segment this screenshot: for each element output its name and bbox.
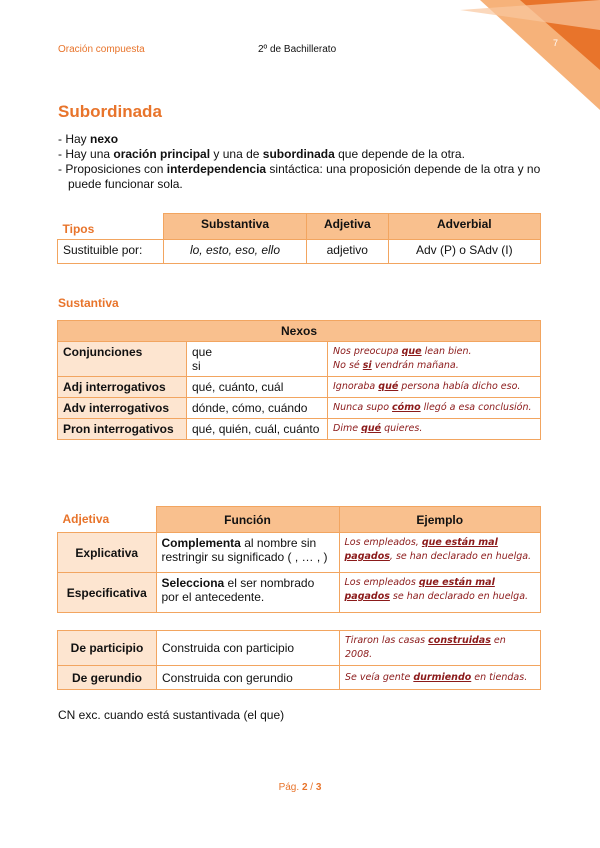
tipos-label: Tipos	[58, 214, 164, 240]
cell-adverbial: Adv (P) o SAdv (I)	[388, 240, 540, 264]
bullet-item: - Hay nexo	[58, 132, 119, 146]
row-adv-interrogativos: Adv interrogativos	[58, 398, 187, 419]
example-cell: Se veía gente durmiendo en tiendas.	[340, 666, 541, 690]
cn-note: CN exc. cuando está sustantivada (el que)	[58, 708, 285, 722]
row-especificativa: Especificativa	[58, 573, 157, 613]
adjetiva-table-2	[57, 630, 541, 690]
col-adverbial: Adverbial	[388, 214, 540, 240]
section-sustantiva: Sustantiva	[58, 296, 119, 310]
funcion-cell: Complementa al nombre sin restringir su significado ( , … , )	[156, 533, 339, 573]
example-cell: Ignoraba qué persona había dicho eso.	[328, 377, 541, 398]
example-cell: Los empleados que están mal pagados se han declarado en huelga.	[339, 573, 541, 613]
row-explicativa: Explicativa	[58, 533, 157, 573]
page-title: Subordinada	[58, 102, 162, 121]
col-substantiva: Substantiva	[164, 214, 307, 240]
row-pron-interrogativos: Pron interrogativos	[58, 419, 187, 440]
example-cell: Tiraron las casas construidas en 2008.	[340, 631, 541, 666]
header-subject: Oración compuesta	[58, 44, 145, 55]
nexos-header: Nexos	[58, 321, 541, 342]
bullet-item: - Proposiciones con interdependencia sintáctica: una proposición depende de la otra y no puede funcionar sola.	[58, 162, 541, 191]
corner-decoration	[460, 0, 600, 110]
header-course: 2º de Bachillerato	[258, 44, 337, 55]
col-funcion: Función	[156, 507, 339, 533]
example-cell: Dime qué quieres.	[328, 419, 541, 440]
col-ejemplo: Ejemplo	[339, 507, 541, 533]
funcion-cell: Construida con gerundio	[157, 666, 340, 690]
tipos-table	[57, 213, 541, 264]
nexos-cell: qué, cuánto, cuál	[187, 377, 328, 398]
example-cell: Nos preocupa que lean bien. No sé si vendrán mañana.	[328, 342, 541, 377]
funcion-cell: Construida con participio	[157, 631, 340, 666]
page-footer: Pág. 2 / 3	[278, 782, 322, 793]
page-number: 7	[553, 38, 559, 48]
row-de-participio: De participio	[58, 631, 157, 666]
funcion-cell: Selecciona el ser nombrado por el antecedente.	[156, 573, 339, 613]
nexos-cell: qué, quién, cuál, cuánto	[187, 419, 328, 440]
col-adjetiva: Adjetiva	[306, 214, 388, 240]
sustantiva-table	[57, 320, 541, 440]
row-conjunciones: Conjunciones	[58, 342, 187, 377]
row-adj-interrogativos: Adj interrogativos	[58, 377, 187, 398]
example-cell: Nunca supo cómo llegó a esa conclusión.	[328, 398, 541, 419]
example-cell: Los empleados, que están mal pagados, se han declarado en huelga.	[339, 533, 541, 573]
row-de-gerundio: De gerundio	[58, 666, 157, 690]
nexos-cell: dónde, cómo, cuándo	[187, 398, 328, 419]
cell-substantiva: lo, esto, eso, ello	[164, 240, 307, 264]
intro-bullets	[58, 132, 558, 192]
cell-adjetiva: adjetivo	[306, 240, 388, 264]
nexos-cell: que si	[187, 342, 328, 377]
adjetiva-table	[57, 506, 541, 613]
section-adjetiva: Adjetiva	[58, 507, 157, 533]
row-label: Sustituible por:	[58, 240, 164, 264]
bullet-item: - Hay una oración principal y una de subordinada que depende de la otra.	[58, 147, 465, 161]
